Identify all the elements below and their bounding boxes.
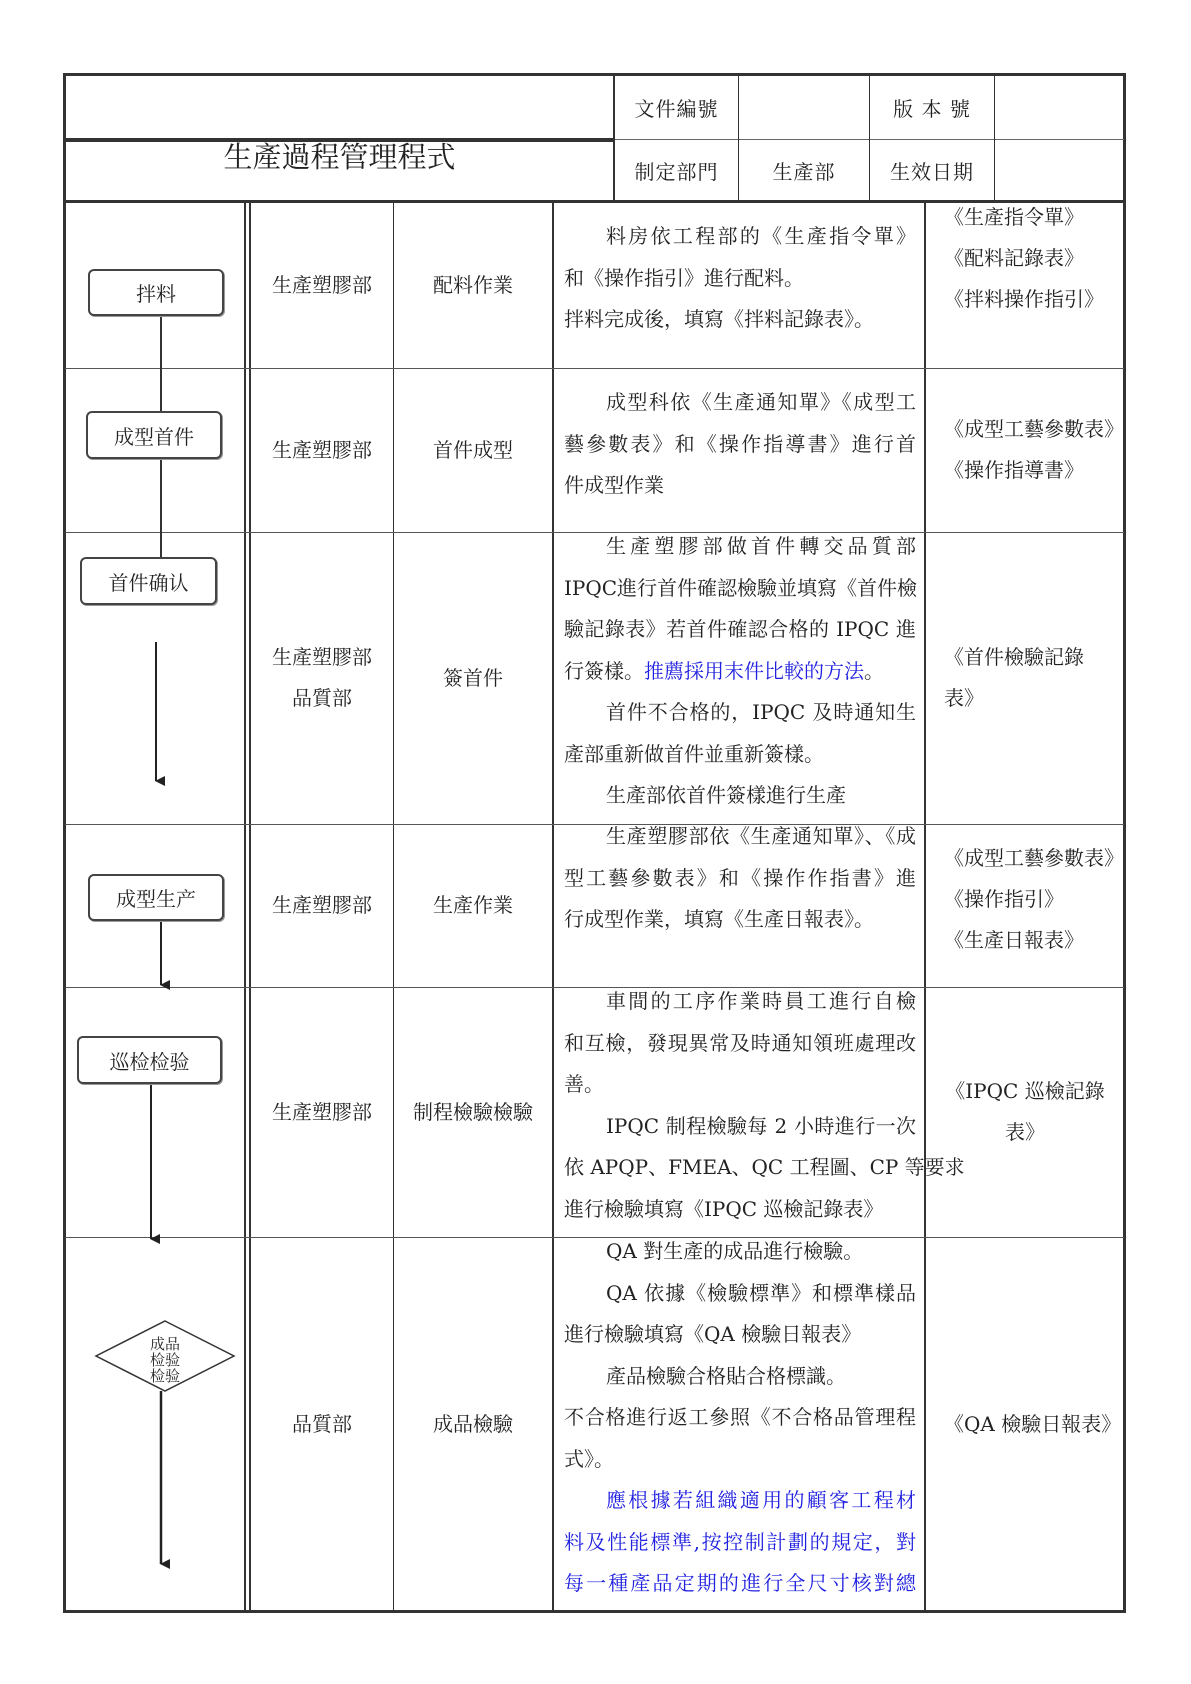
description-text: QA 依據《檢驗標準》和標準樣品: [606, 1280, 916, 1305]
description-text: 生產部依首件簽樣進行生產: [606, 783, 846, 807]
activity-cell: 首件成型: [433, 437, 513, 462]
dept-value: 生產部: [772, 159, 836, 184]
flow-step-patrol-inspection: 巡检检验: [77, 1036, 222, 1084]
flow-step-production: 成型生产: [88, 874, 224, 921]
department-name: 生產塑膠部: [272, 893, 372, 917]
version-label: 版 本 號: [893, 97, 971, 121]
description-text: 料房依工程部的《生產指令單》: [606, 224, 916, 248]
dept-label: 制定部門: [634, 159, 719, 184]
description-text: 產品檢驗合格貼合格標識。: [606, 1363, 846, 1388]
description-text: 式》。: [564, 1446, 614, 1471]
activity-cell: 生產作業: [433, 893, 513, 917]
activity-cell: 配料作業: [433, 272, 513, 297]
description-text: QA 對生產的成品進行檢驗。: [606, 1239, 864, 1263]
form-reference: 《首件檢驗記錄: [944, 645, 1084, 669]
description-text: 行簽樣。: [564, 658, 644, 683]
description-text: 和互檢，發現異常及時通知領班處理改: [564, 1030, 916, 1055]
description-text: 件成型作業: [564, 473, 664, 497]
description-highlight: 推薦採用末件比較的方法: [644, 658, 864, 683]
description-text: 善。: [564, 1072, 604, 1096]
doc-no-label: 文件編號: [634, 97, 719, 121]
form-reference: 表》: [944, 686, 984, 710]
flow-step-mixing: 拌料: [88, 269, 224, 316]
department-name: 生產塑膠部: [272, 645, 372, 669]
description-text: 進行檢驗填寫《QA 檢驗日報表》: [564, 1322, 862, 1346]
page-title: 生產過程管理程式: [223, 139, 456, 174]
form-reference: 表》: [1005, 1120, 1045, 1144]
department-name: 生產塑膠部: [272, 437, 372, 462]
form-reference: 《成型工藝參數表》: [944, 417, 1124, 441]
description-text: 藝參數表》和《操作指導書》進行首: [564, 431, 916, 456]
form-reference: 《生產日報表》: [944, 928, 1084, 952]
form-reference: 《IPQC 巡檢記錄: [945, 1079, 1105, 1103]
flow-step-first-confirm: 首件确认: [80, 557, 217, 605]
description-text: 驗記錄表》若首件確認合格的 IPQC 進: [564, 617, 916, 641]
activity-cell: 簽首件: [443, 665, 503, 690]
description-text: 產部重新做首件並重新簽樣。: [564, 741, 824, 766]
description-text: 生產塑膠部做首件轉交品質部: [606, 534, 916, 558]
department-name: 品質部: [292, 686, 352, 710]
decision-label-line: 检验: [149, 1351, 180, 1369]
department-name: 生產塑膠部: [272, 272, 372, 297]
description-text: 行成型作業，填寫《生產日報表》。: [564, 907, 874, 931]
form-reference: 《操作指引》: [944, 887, 1064, 911]
description-text: 。: [864, 658, 884, 683]
form-reference: 《操作指導書》: [944, 458, 1084, 482]
decision-label: [145, 1336, 185, 1384]
decision-label-line: 成品: [149, 1335, 180, 1353]
description-highlight: 每一種產品定期的進行全尺寸核對總: [564, 1571, 916, 1595]
department-name: 生產塑膠部: [272, 1099, 372, 1124]
department-name: 品質部: [292, 1411, 352, 1436]
description-text: 拌料完成後，填寫《拌料記錄表》。: [564, 307, 874, 331]
flow-step-first-molding: 成型首件: [86, 411, 222, 459]
description-text: 生產塑膠部依《生產通知單》、《成: [606, 824, 916, 848]
form-reference: 《配料記錄表》: [944, 246, 1084, 270]
effective-date-label: 生效日期: [890, 159, 974, 184]
description-text: 和《操作指引》進行配料。: [564, 265, 804, 290]
description-text: IPQC進行首件確認檢驗並填寫《首件檢: [564, 575, 918, 600]
description-highlight: 應根據若組織適用的顧客工程材: [606, 1488, 916, 1512]
description-text: 型工藝參數表》和《操作作指書》進: [564, 865, 916, 890]
form-reference: 《生產指令單》: [944, 205, 1084, 229]
form-reference: 《QA 檢驗日報表》: [944, 1411, 1122, 1436]
description-text: 不合格進行返工參照《不合格品管理程: [564, 1405, 916, 1429]
form-reference: 《成型工藝參數表》: [944, 846, 1124, 870]
form-reference: 《拌料操作指引》: [944, 287, 1104, 311]
activity-cell: 成品檢驗: [433, 1411, 513, 1436]
description-text: 車間的工序作業時員工進行自檢: [606, 989, 916, 1013]
description-text: 依 APQP、FMEA、QC 工程圖、CP 等要求: [564, 1155, 965, 1179]
description-text: 進行檢驗填寫《IPQC 巡檢記錄表》: [564, 1196, 884, 1221]
description-highlight: 料及性能標準,按控制計劃的規定，對: [564, 1529, 916, 1554]
decision-label-line: 检验: [149, 1367, 180, 1385]
description-text: 首件不合格的，IPQC 及時通知生: [606, 700, 916, 724]
description-text: IPQC 制程檢驗每 2 小時進行一次: [606, 1113, 916, 1138]
activity-cell: 制程檢驗檢驗: [413, 1099, 533, 1124]
description-text: 成型科依《生產通知單》《成型工: [606, 390, 916, 414]
